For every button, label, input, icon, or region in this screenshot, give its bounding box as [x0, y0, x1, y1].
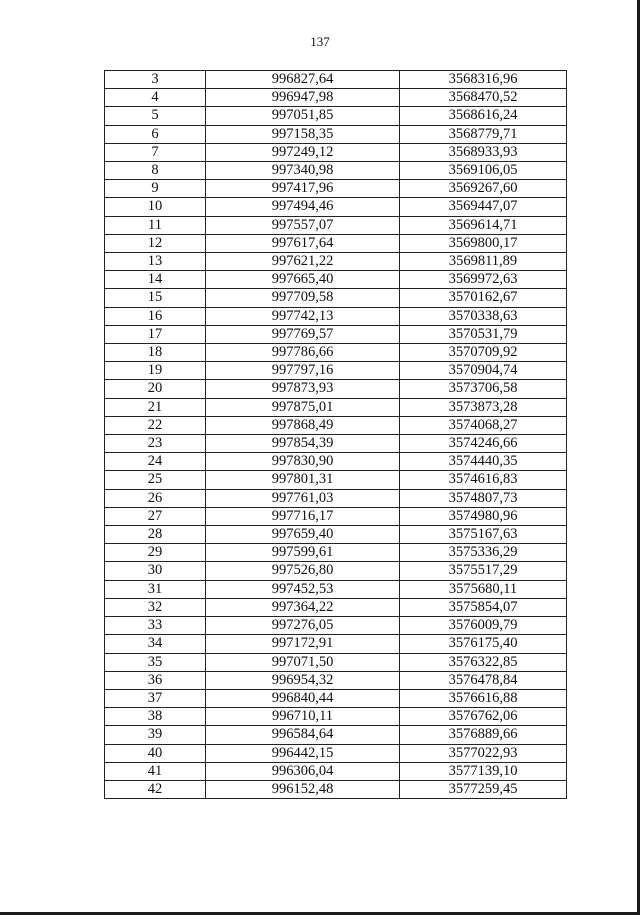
y-coordinate-cell: 3569972,63: [400, 271, 567, 289]
x-coordinate-cell: 997742,13: [206, 307, 400, 325]
x-coordinate-cell: 997830,90: [206, 453, 400, 471]
point-number-cell: 24: [105, 453, 206, 471]
x-coordinate-cell: 997786,66: [206, 344, 400, 362]
table-row: [105, 307, 567, 325]
y-coordinate-cell: 3573706,58: [400, 380, 567, 398]
point-number-cell: 15: [105, 289, 206, 307]
point-number-cell: 37: [105, 689, 206, 707]
point-number-cell: 5: [105, 107, 206, 125]
table-row: [105, 289, 567, 307]
x-coordinate-cell: 997494,46: [206, 198, 400, 216]
y-coordinate-cell: 3576009,79: [400, 617, 567, 635]
x-coordinate-cell: 996152,48: [206, 780, 400, 798]
point-number-cell: 4: [105, 89, 206, 107]
y-coordinate-cell: 3577259,45: [400, 780, 567, 798]
x-coordinate-cell: 997761,03: [206, 489, 400, 507]
y-coordinate-cell: 3568470,52: [400, 89, 567, 107]
point-number-cell: 41: [105, 762, 206, 780]
x-coordinate-cell: 997617,64: [206, 234, 400, 252]
x-coordinate-cell: 996954,32: [206, 671, 400, 689]
table-row: [105, 125, 567, 143]
point-number-cell: 18: [105, 344, 206, 362]
x-coordinate-cell: 997158,35: [206, 125, 400, 143]
y-coordinate-cell: 3574616,83: [400, 471, 567, 489]
point-number-cell: 10: [105, 198, 206, 216]
x-coordinate-cell: 996306,04: [206, 762, 400, 780]
point-number-cell: 23: [105, 435, 206, 453]
point-number-cell: 31: [105, 580, 206, 598]
x-coordinate-cell: 997599,61: [206, 544, 400, 562]
y-coordinate-cell: 3575854,07: [400, 598, 567, 616]
page-number: 137: [310, 34, 330, 49]
point-number-cell: 42: [105, 780, 206, 798]
y-coordinate-cell: 3574246,66: [400, 435, 567, 453]
table-row: [105, 216, 567, 234]
table-row: [105, 253, 567, 271]
point-number-cell: 22: [105, 416, 206, 434]
point-number-cell: 13: [105, 253, 206, 271]
y-coordinate-cell: 3576889,66: [400, 726, 567, 744]
x-coordinate-cell: 997797,16: [206, 362, 400, 380]
table-row: [105, 107, 567, 125]
y-coordinate-cell: 3570338,63: [400, 307, 567, 325]
x-coordinate-cell: 997875,01: [206, 398, 400, 416]
point-number-cell: 26: [105, 489, 206, 507]
y-coordinate-cell: 3576616,88: [400, 689, 567, 707]
table-row: [105, 380, 567, 398]
x-coordinate-cell: 996947,98: [206, 89, 400, 107]
point-number-cell: 8: [105, 162, 206, 180]
x-coordinate-cell: 997557,07: [206, 216, 400, 234]
table-row: [105, 325, 567, 343]
table-row: [105, 598, 567, 616]
y-coordinate-cell: 3577022,93: [400, 744, 567, 762]
table-row: [105, 617, 567, 635]
y-coordinate-cell: 3577139,10: [400, 762, 567, 780]
point-number-cell: 3: [105, 71, 206, 89]
x-coordinate-cell: 996827,64: [206, 71, 400, 89]
point-number-cell: 35: [105, 653, 206, 671]
x-coordinate-cell: 997249,12: [206, 143, 400, 161]
table-row: [105, 689, 567, 707]
table-row: [105, 762, 567, 780]
point-number-cell: 21: [105, 398, 206, 416]
point-number-cell: 30: [105, 562, 206, 580]
x-coordinate-cell: 997051,85: [206, 107, 400, 125]
y-coordinate-cell: 3569267,60: [400, 180, 567, 198]
x-coordinate-cell: 997873,93: [206, 380, 400, 398]
point-number-cell: 29: [105, 544, 206, 562]
table-row: [105, 489, 567, 507]
x-coordinate-cell: 997854,39: [206, 435, 400, 453]
x-coordinate-cell: 997071,50: [206, 653, 400, 671]
point-number-cell: 6: [105, 125, 206, 143]
table-row: [105, 726, 567, 744]
table-row: [105, 435, 567, 453]
point-number-cell: 20: [105, 380, 206, 398]
x-coordinate-cell: 997665,40: [206, 271, 400, 289]
table-row: [105, 780, 567, 798]
table-row: [105, 180, 567, 198]
x-coordinate-cell: 997340,98: [206, 162, 400, 180]
point-number-cell: 16: [105, 307, 206, 325]
x-coordinate-cell: 997709,58: [206, 289, 400, 307]
y-coordinate-cell: 3575167,63: [400, 526, 567, 544]
x-coordinate-cell: 996442,15: [206, 744, 400, 762]
coordinates-table-body: [105, 71, 567, 799]
y-coordinate-cell: 3568616,24: [400, 107, 567, 125]
table-row: [105, 526, 567, 544]
point-number-cell: 25: [105, 471, 206, 489]
y-coordinate-cell: 3576322,85: [400, 653, 567, 671]
x-coordinate-cell: 997417,96: [206, 180, 400, 198]
point-number-cell: 12: [105, 234, 206, 252]
table-row: [105, 453, 567, 471]
table-row: [105, 562, 567, 580]
point-number-cell: 33: [105, 617, 206, 635]
x-coordinate-cell: 996710,11: [206, 708, 400, 726]
coordinates-table: [104, 70, 567, 799]
y-coordinate-cell: 3570904,74: [400, 362, 567, 380]
y-coordinate-cell: 3575680,11: [400, 580, 567, 598]
point-number-cell: 36: [105, 671, 206, 689]
point-number-cell: 32: [105, 598, 206, 616]
table-row: [105, 71, 567, 89]
point-number-cell: 40: [105, 744, 206, 762]
table-row: [105, 507, 567, 525]
y-coordinate-cell: 3569800,17: [400, 234, 567, 252]
y-coordinate-cell: 3570709,92: [400, 344, 567, 362]
table-row: [105, 708, 567, 726]
y-coordinate-cell: 3569811,89: [400, 253, 567, 271]
x-coordinate-cell: 997526,80: [206, 562, 400, 580]
table-row: [105, 635, 567, 653]
table-row: [105, 344, 567, 362]
y-coordinate-cell: 3575517,29: [400, 562, 567, 580]
y-coordinate-cell: 3568779,71: [400, 125, 567, 143]
y-coordinate-cell: 3575336,29: [400, 544, 567, 562]
y-coordinate-cell: 3569447,07: [400, 198, 567, 216]
x-coordinate-cell: 997716,17: [206, 507, 400, 525]
table-row: [105, 471, 567, 489]
table-row: [105, 653, 567, 671]
x-coordinate-cell: 997659,40: [206, 526, 400, 544]
y-coordinate-cell: 3576175,40: [400, 635, 567, 653]
x-coordinate-cell: 996840,44: [206, 689, 400, 707]
point-number-cell: 28: [105, 526, 206, 544]
point-number-cell: 11: [105, 216, 206, 234]
table-row: [105, 89, 567, 107]
point-number-cell: 9: [105, 180, 206, 198]
x-coordinate-cell: 997452,53: [206, 580, 400, 598]
table-row: [105, 398, 567, 416]
y-coordinate-cell: 3570162,67: [400, 289, 567, 307]
y-coordinate-cell: 3569106,05: [400, 162, 567, 180]
point-number-cell: 7: [105, 143, 206, 161]
table-row: [105, 143, 567, 161]
y-coordinate-cell: 3568933,93: [400, 143, 567, 161]
table-row: [105, 362, 567, 380]
table-row: [105, 162, 567, 180]
x-coordinate-cell: 997769,57: [206, 325, 400, 343]
y-coordinate-cell: 3568316,96: [400, 71, 567, 89]
x-coordinate-cell: 997621,22: [206, 253, 400, 271]
table-row: [105, 544, 567, 562]
table-row: [105, 671, 567, 689]
y-coordinate-cell: 3574980,96: [400, 507, 567, 525]
point-number-cell: 19: [105, 362, 206, 380]
y-coordinate-cell: 3573873,28: [400, 398, 567, 416]
y-coordinate-cell: 3570531,79: [400, 325, 567, 343]
x-coordinate-cell: 996584,64: [206, 726, 400, 744]
x-coordinate-cell: 997801,31: [206, 471, 400, 489]
table-row: [105, 416, 567, 434]
table-row: [105, 234, 567, 252]
x-coordinate-cell: 997868,49: [206, 416, 400, 434]
point-number-cell: 14: [105, 271, 206, 289]
point-number-cell: 39: [105, 726, 206, 744]
x-coordinate-cell: 997364,22: [206, 598, 400, 616]
point-number-cell: 27: [105, 507, 206, 525]
table-row: [105, 198, 567, 216]
x-coordinate-cell: 997276,05: [206, 617, 400, 635]
table-row: [105, 744, 567, 762]
point-number-cell: 17: [105, 325, 206, 343]
y-coordinate-cell: 3574440,35: [400, 453, 567, 471]
table-row: [105, 580, 567, 598]
y-coordinate-cell: 3569614,71: [400, 216, 567, 234]
table-row: [105, 271, 567, 289]
y-coordinate-cell: 3576762,06: [400, 708, 567, 726]
y-coordinate-cell: 3574068,27: [400, 416, 567, 434]
y-coordinate-cell: 3574807,73: [400, 489, 567, 507]
y-coordinate-cell: 3576478,84: [400, 671, 567, 689]
x-coordinate-cell: 997172,91: [206, 635, 400, 653]
point-number-cell: 34: [105, 635, 206, 653]
point-number-cell: 38: [105, 708, 206, 726]
